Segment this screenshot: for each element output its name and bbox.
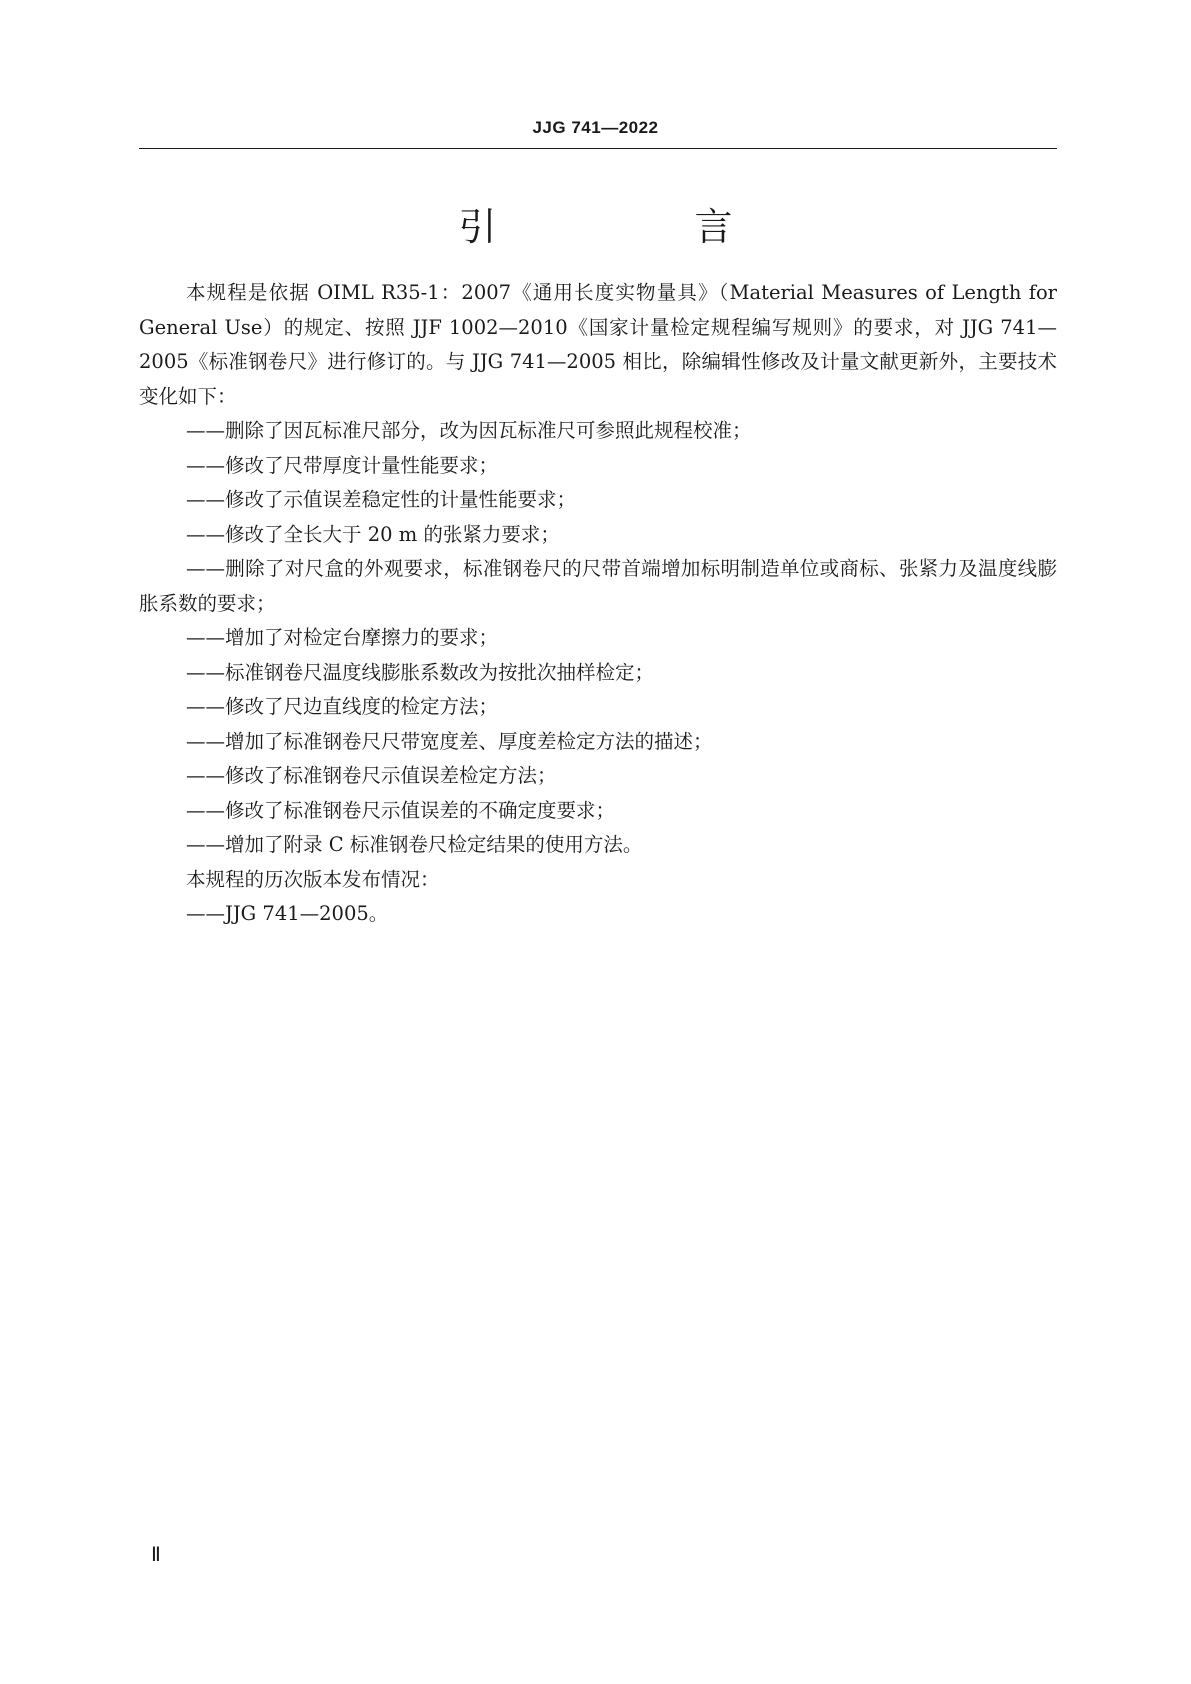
change-item: ——修改了尺带厚度计量性能要求； bbox=[186, 453, 499, 477]
change-item: ——标准钢卷尺温度线膨胀系数改为按批次抽样检定； bbox=[186, 660, 655, 684]
history-item: ——JJG 741—2005。 bbox=[186, 902, 389, 925]
change-item: ——修改了尺边直线度的检定方法； bbox=[186, 695, 499, 718]
change-item: ——删除了因瓦标准尺部分，改为因瓦标准尺可参照此规程校准； bbox=[186, 419, 752, 442]
body-text bbox=[139, 276, 1057, 932]
change-item: ——增加了对检定台摩擦力的要求； bbox=[186, 626, 499, 649]
change-item: ——删除了对尺盒的外观要求，标准钢卷尺的尺带首端增加标明制造单位或商标、张紧力及温度线膨胀系数的要求； bbox=[139, 557, 1057, 615]
header-divider bbox=[139, 148, 1057, 149]
change-item: ——增加了附录 C 标准钢卷尺检定结果的使用方法。 bbox=[186, 833, 643, 856]
change-item: ——修改了标准钢卷尺示值误差检定方法； bbox=[186, 764, 557, 787]
intro-paragraph: 本规程是依据 OIML R35-1：2007《通用长度实物量具》（Material Measures of Length for General Use）的规定、按照 JJF 1002—2010《国家计量检定规程编写规则》的要求，对 JJG 741—2005《标准钢卷尺》进行修订的。与 JJG 741—2005 相比，除编辑性修改及计量文献更新外，主要技术变化如下： bbox=[139, 281, 1057, 408]
history-list bbox=[139, 897, 1057, 932]
change-item: ——增加了标准钢卷尺尺带宽度差、厚度差检定方法的描述； bbox=[186, 729, 713, 753]
changes-list bbox=[139, 414, 1057, 863]
change-item: ——修改了全长大于 20 m 的张紧力要求； bbox=[186, 522, 560, 546]
page-title: 引 言 bbox=[458, 205, 813, 249]
document-code-header: JJG 741—2022 bbox=[532, 118, 659, 137]
history-heading: 本规程的历次版本发布情况： bbox=[186, 867, 440, 891]
change-item: ——修改了标准钢卷尺示值误差的不确定度要求； bbox=[186, 798, 616, 822]
change-item: ——修改了示值误差稳定性的计量性能要求； bbox=[186, 488, 577, 511]
page-number: Ⅱ bbox=[151, 1544, 160, 1566]
